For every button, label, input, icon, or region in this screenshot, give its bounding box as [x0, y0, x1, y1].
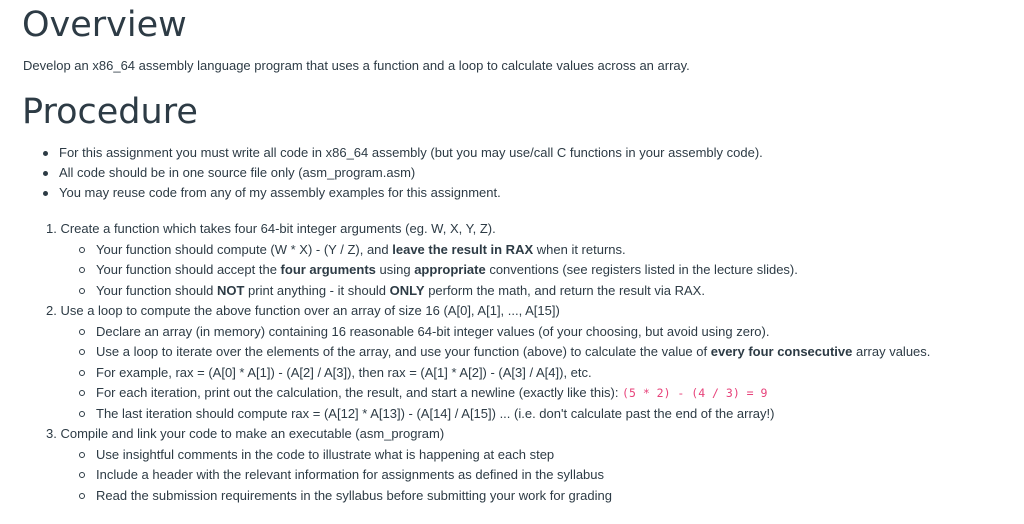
sub-item: Your function should compute (W * X) - (Y / Z), and leave the result in RAX when it returns. — [22, 240, 930, 261]
rule-item: You may reuse code from any of my assembly examples for this assignment. — [22, 183, 763, 203]
step-2-title — [22, 301, 930, 322]
sub-item: Declare an array (in memory) containing 16 reasonable 64-bit integer values (of your choosing, but avoid using zero). — [22, 322, 930, 343]
sub-item: Use a loop to iterate over the elements of the array, and use your function (above) to calculate the value of every four consecutive array values. — [22, 342, 930, 363]
sub-item: Your function should accept the four arguments using appropriate conventions (see registers listed in the lecture slides). — [22, 260, 930, 281]
step-2 — [22, 301, 930, 424]
step-3-subitems — [22, 445, 930, 507]
step-text: Compile and link your code to make an executable (asm_program) — [60, 426, 445, 441]
step-1-subitems — [22, 240, 930, 302]
step-number: 2. — [46, 303, 57, 318]
sub-item: For each iteration, print out the calculation, the result, and start a newline (exactly like this): (5 * 2) - (4 / 3) = 9 — [22, 383, 930, 404]
sub-item: Read the submission requirements in the syllabus before submitting your work for grading — [22, 486, 930, 507]
overview-heading: Overview — [22, 5, 187, 45]
rule-item: All code should be in one source file only (asm_program.asm) — [22, 163, 763, 183]
procedure-heading: Procedure — [22, 92, 198, 132]
step-number: 3. — [46, 426, 57, 441]
example-output-code: (5 * 2) - (4 / 3) = 9 — [622, 386, 768, 400]
step-3-title — [22, 424, 930, 445]
rule-item: For this assignment you must write all code in x86_64 assembly (but you may use/call C functions in your assembly code). — [22, 143, 763, 163]
sub-item: Include a header with the relevant information for assignments as defined in the syllabus — [22, 465, 930, 486]
step-1-title — [22, 219, 930, 240]
procedure-steps-list — [22, 219, 930, 506]
sub-item: Use insightful comments in the code to illustrate what is happening at each step — [22, 445, 930, 466]
sub-item: For example, rax = (A[0] * A[1]) - (A[2] / A[3]), then rax = (A[1] * A[2]) - (A[3] / A[4]), etc. — [22, 363, 930, 384]
procedure-rules-list — [22, 143, 763, 203]
sub-item: Your function should NOT print anything - it should ONLY perform the math, and return the result via RAX. — [22, 281, 930, 302]
step-text: Use a loop to compute the above function over an array of size 16 (A[0], A[1], ..., A[15]) — [60, 303, 560, 318]
step-3 — [22, 424, 930, 506]
step-1 — [22, 219, 930, 301]
step-number: 1. — [46, 221, 57, 236]
step-text: Create a function which takes four 64-bit integer arguments (eg. W, X, Y, Z). — [60, 221, 496, 236]
sub-item: The last iteration should compute rax = (A[12] * A[13]) - (A[14] / A[15]) ... (i.e. don't calculate past the end of the array!) — [22, 404, 930, 425]
step-2-subitems — [22, 322, 930, 425]
overview-description: Develop an x86_64 assembly language program that uses a function and a loop to calculate values across an array. — [23, 58, 690, 73]
